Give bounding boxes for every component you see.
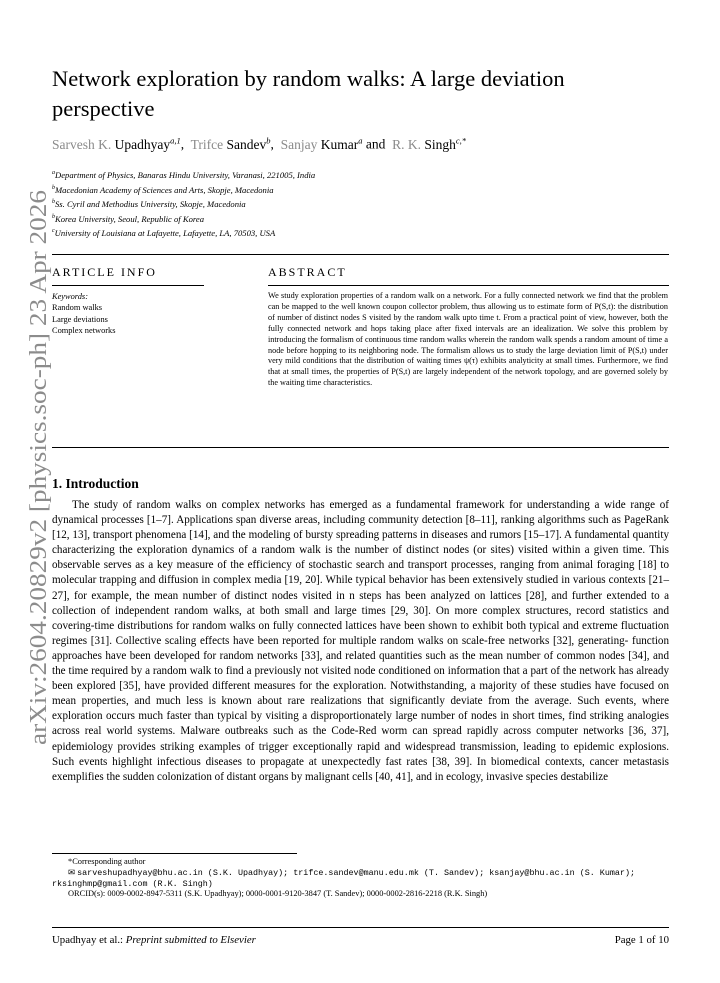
emails-text: sarveshupadhyay@bhu.ac.in (S.K. Upadhyay); trifce.sandev@manu.edu.mk (T. Sandev); ksanjay@bhu.ac.in (S. Kumar); rksinghmp@gmail.com (R.K. Singh) [52,867,635,889]
intro-body [52,498,669,785]
page-number: Page 1 of 10 [614,934,669,946]
abstract-text: We study exploration properties of a random walk on a network. For a fully connected network we find that the problem can be mapped to the well known coupon collector problem, thus allowing us to estimate form of P(S,t): the distribution of number of distinct nodes S visited by the random walk upto time t. From a practical point of view, however, both the fully connected network and hops taking place after fixed intervals are an idealization. We solve this problem by introducing the formalism of continuous time random walks wherein the random walk spends a random amount of time a node before hopping to its neighboring node. The formalism allows us to study the large deviation limit of P(S,t) under very mild conditions that the distribution of waiting times ψ(τ) exhibits analyticity at small times. Furthermore, we find that at small times, the properties of P(S,t) are largely independent of the network topology, and are governed solely by the waiting time characteristics. [268,291,668,388]
footnote-rule [52,853,297,854]
divider [268,285,669,286]
affiliation: $^b$Korea University, Seoul, Republic of Korea [52,213,205,224]
keyword: Random walks [52,303,103,313]
keyword: Large deviations [52,314,108,324]
article-info-heading: ARTICLE INFO [52,265,157,279]
footer-rule [52,927,669,928]
affiliation: $^a$Department of Physics, Banaras Hindu University, Varanasi, 221005, India [52,169,316,180]
arxiv-stamp-text: arXiv:2604.20829v2 [physics.soc-ph] 23 Apr 2026 [26,255,52,745]
page-footer [52,934,669,946]
footer-note: Preprint submitted to Elsevier [125,934,256,946]
footnote [52,857,669,900]
keyword: Complex networks [52,325,116,335]
footer-authors: Upadhyay et al.: [52,934,124,946]
divider [52,285,204,286]
corresponding-author: *Corresponding author [68,857,146,866]
abstract-heading: ABSTRACT [268,265,347,279]
envelope-icon: ✉ [68,867,76,877]
affiliation: $^c$University of Louisiana at Lafayette, Lafayette, LA, 70503, USA [52,228,276,239]
author: Sanjay Kumar$^a$ [280,135,363,152]
keywords-label: Keywords: [52,292,88,301]
section-heading: 1. Introduction [52,476,139,491]
affiliation: $^b$Macedonian Academy of Sciences and Arts, Skopje, Macedonia [52,184,274,195]
author: Trifce Sandev$^b$ [190,135,271,152]
author-list: Sarvesh K. Upadhyay$^{a,1}$, Trifce Sandev$^b$, Sanjay Kumar$^a$ and R. K. Singh$^{c,*}$ [52,135,467,152]
author: Sarvesh K. Upadhyay$^{a,1}$ [52,135,181,152]
emails [52,868,669,890]
divider [52,254,669,255]
keywords [52,291,116,336]
title-line-2: perspective [52,96,155,121]
title-line-1: Network exploration by random walks: A large deviation [52,66,565,91]
intro-paragraph: The study of random walks on complex networks has emerged as a fundamental framework for understanding a wide range of dynamical processes [1–7]. Applications span diverse areas, including community detection [8–11], ranking algorithms such as PageRank [12, 13], transport phenomena [14], and the modeling of bursty spreading patterns in diseases and rumors [15–17]. A fundamental quantity characterizing the exploration dynamics of a random walk is the number of distinct nodes (or sites) visited within a given time. This observable serves as a key measure of the efficiency of stochastic search and transport processes, ranging from animal foraging [18] to molecular trapping and diffusion in complex media [19, 20]. While typical behavior has been extensively studied in various contexts [21–27], for example, the mean number of distinct nodes visited in n steps has been analyzed on lattices [28], and further extended to a collection of independent random walks, at both small and large times [29, 30]. On more complex structures, record statistics and covering-time distributions for random walks on fully connected lattices have been shown to exhibit both typical and extreme fluctuation regimes [31]. Collective scaling effects have been reported for multiple random walks on scale-free networks [32], generating- function approaches have been developed for random networks [33], and related quantities such as the mean number of common nodes [34], and the time required by a random walk to find a previously not visited node conditioned on information that a part of the network has already been explored [35], have provided different measures for the exploration. Notwithstanding, a majority of these studies have focused on mean properties, and much less is known about rare realizations that significantly deviate from the average. Such events, where exploration occurs much faster than typical by visiting a disproportionately large number of nodes in short times, find striking analogies across real world systems. Malware outbreaks such as the Code-Red worm can spread rapidly across computer networks [36, 37], epidemiology provides striking examples of trigger exceptionally rapid and widespread transmission, leading to epidemic explosions. Such events highlight infectious diseases to propagate at unexpectedly fast rates [38, 39]. In biomedical contexts, cancer metastasis exemplifies the sudden colonization of distant organs by malignant cells [40, 41], and in ecology, invasive species destabilize [52,499,669,783]
author: R. K. Singh$^{c,*}$ [392,135,467,152]
paper-title [52,64,652,124]
affiliation: $^b$Ss. Cyril and Methodius University, Skopje, Macedonia [52,198,246,209]
affiliations [52,167,315,240]
orcid: ORCID(s): 0009-0002-8947-5311 (S.K. Upadhyay); 0000-0001-9120-3847 (T. Sandev); 0000-0002-2816-2218 (R.K. Singh) [68,889,488,899]
divider [52,447,669,448]
